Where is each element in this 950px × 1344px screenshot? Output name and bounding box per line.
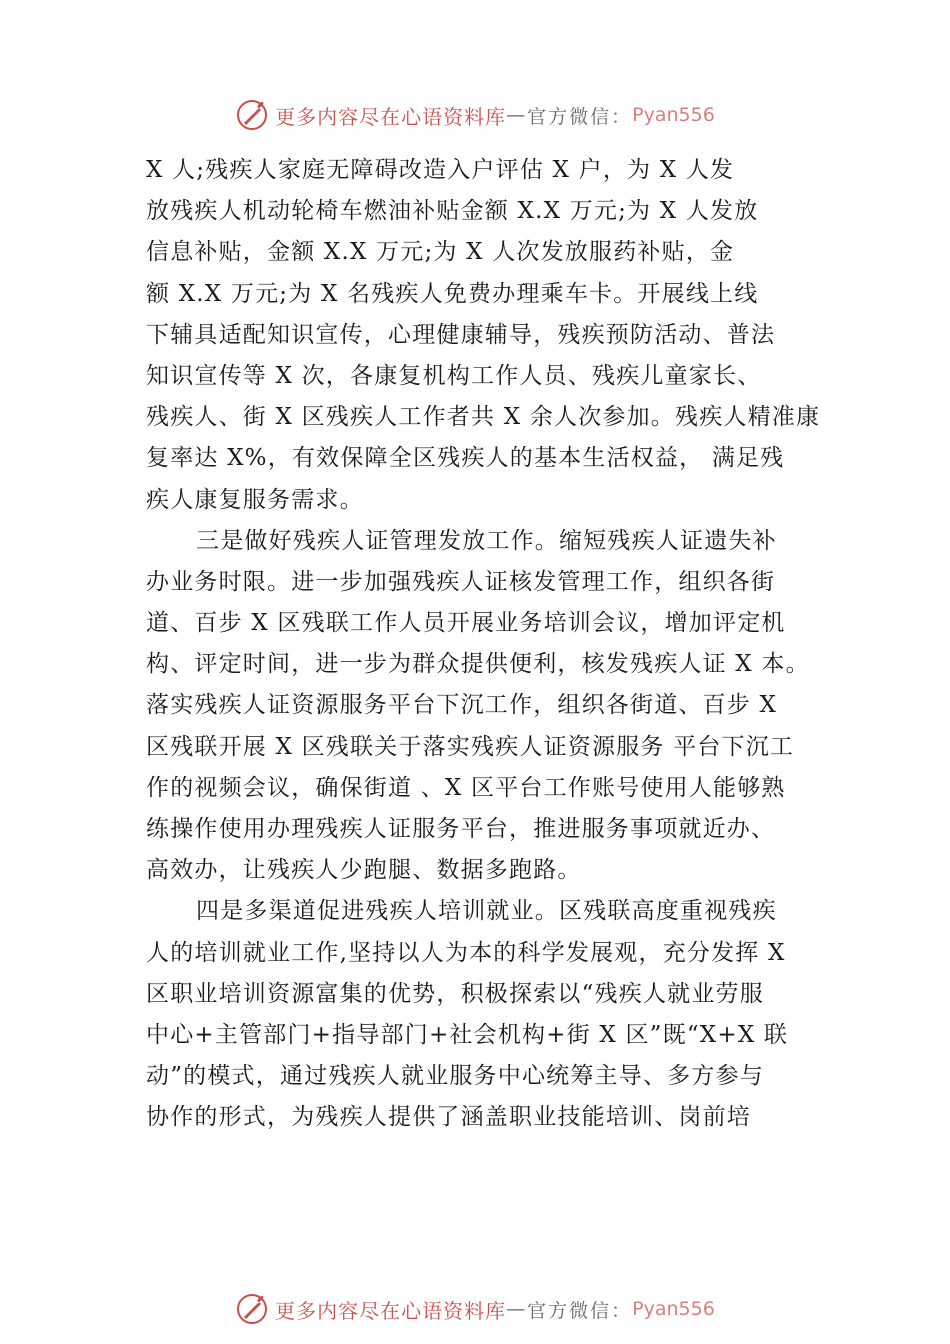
footer-wechat-id: Pyan556 xyxy=(632,1298,715,1320)
quill-seal-icon xyxy=(235,1292,269,1326)
text-line: 高效办，让残疾人少跑腿、数据多跑路。 xyxy=(146,857,582,884)
text-line: 残疾人、街 X 区残疾人工作者共 X 余人次参加。残疾人精准康 xyxy=(146,404,821,431)
footer-site-text: 更多内容尽在心语资料库 xyxy=(275,1298,507,1323)
header-wechat-label: 官方微信： xyxy=(527,105,633,128)
text-line: 道、百步 X 区残联工作人员开展业务培训会议，增加评定机 xyxy=(146,610,786,637)
text-line: 疾人康复服务需求。 xyxy=(146,486,364,513)
footer-wechat-label: 官方微信： xyxy=(527,1299,633,1322)
text-line: 知识宣传等 X 次，各康复机构工作人员、残疾儿童家长、 xyxy=(146,362,762,389)
text-line: 动”的模式，通过残疾人就业服务中心统筹主导、多方参与 xyxy=(146,1063,764,1090)
text-line: 区职业培训资源富集的优势，积极探索以“残疾人就业劳服 xyxy=(146,980,764,1007)
header-site-text: 更多内容尽在心语资料库 xyxy=(275,104,507,129)
header-banner xyxy=(0,95,950,135)
header-wechat-id: Pyan556 xyxy=(632,104,715,126)
text-line: 信息补贴，金额 X.X 万元;为 X 人次发放服药补贴，金 xyxy=(146,239,735,266)
text-line: 练操作使用办理残疾人证服务平台，推进服务事项就近办、 xyxy=(146,816,776,842)
text-line: X 人;残疾人家庭无障碍改造入户评估 X 户，为 X 人发 xyxy=(146,157,735,183)
footer-banner xyxy=(0,1289,950,1329)
quill-seal-icon xyxy=(235,98,269,132)
footer-dash: — xyxy=(506,1298,528,1320)
text-line: 办业务时限。进一步加强残疾人证核发管理工作，组织各街 xyxy=(146,568,776,595)
text-line: 额 X.X 万元;为 X 名残疾人免费办理乘车卡。开展线上线 xyxy=(146,280,759,307)
text-line: 作的视频会议，确保街道 、X 区平台工作账号使用人能够熟 xyxy=(146,774,786,801)
text-line: 协作的形式，为残疾人提供了涵盖职业技能培训、岗前培 xyxy=(146,1104,751,1131)
document-body xyxy=(146,150,826,1139)
paragraph-start-line: 三是做好残疾人证管理发放工作。缩短残疾人证遗失补 xyxy=(196,527,777,554)
text-line: 区残联开展 X 区残联关于落实残疾人证资源服务 平台下沉工 xyxy=(146,733,795,760)
text-line: 放残疾人机动轮椅车燃油补贴金额 X.X 万元;为 X 人发放 xyxy=(146,198,759,225)
text-line: 下辅具适配知识宣传，心理健康辅导，残疾预防活动、普法 xyxy=(146,321,776,348)
paragraph-start-line: 四是多渠道促进残疾人培训就业。区残联高度重视残疾 xyxy=(196,898,777,925)
text-line: 人的培训就业工作,坚持以人为本的科学发展观，充分发挥 X xyxy=(146,939,786,966)
text-line: 落实残疾人证资源服务平台下沉工作，组织各街道、百步 X xyxy=(146,692,778,719)
text-line: 中心+主管部门+指导部门+社会机构+街 X 区”既“X+X 联 xyxy=(146,1021,789,1048)
text-line: 复率达 X%，有效保障全区残疾人的基本生活权益， 满足残 xyxy=(146,445,785,472)
text-line: 构、评定时间，进一步为群众提供便利，核发残疾人证 X 本。 xyxy=(146,651,810,678)
header-dash: — xyxy=(506,104,528,126)
